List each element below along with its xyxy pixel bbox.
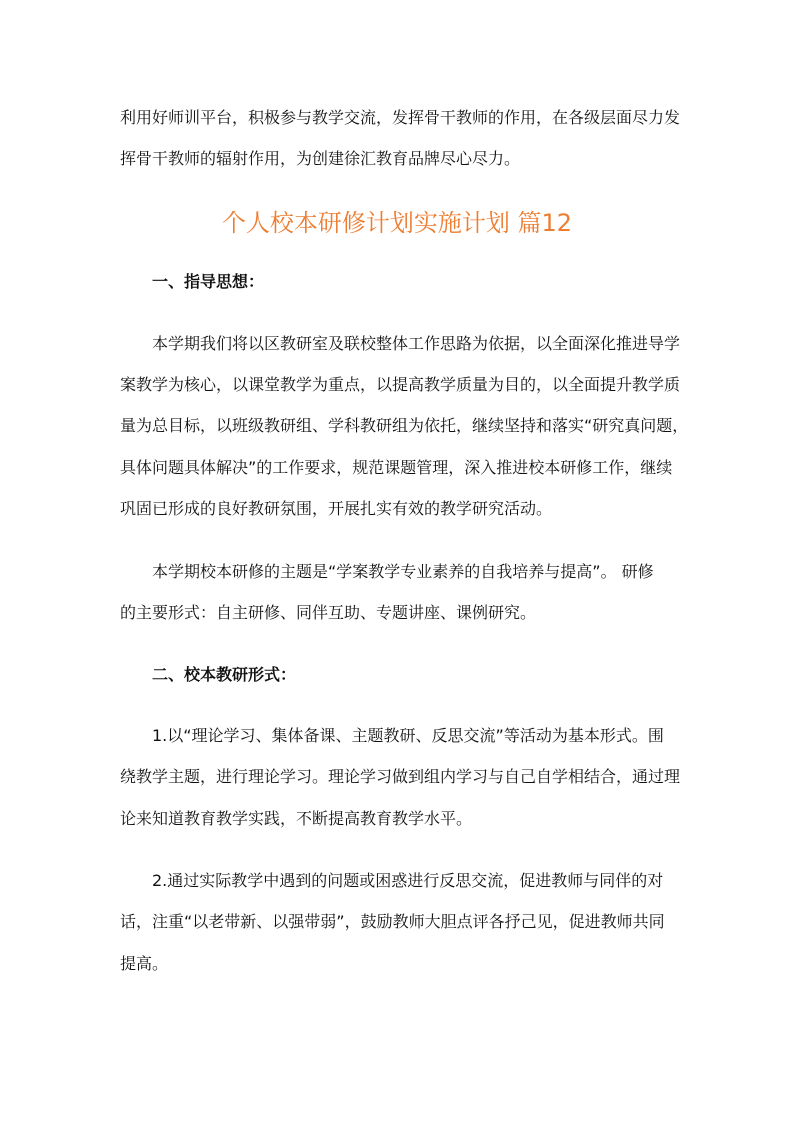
paragraph-line: 提高。 [120, 954, 169, 973]
paragraph-line: 1.以“理论学习、集体备课、主题教研、反思交流”等活动为基本形式。围 [152, 726, 664, 745]
paragraph-line: 案教学为核心，以课堂教学为重点，以提高教学质量为目的，以全面提升教学质 [120, 375, 681, 394]
heading-school-research-forms: 二、校本教研形式： [152, 665, 297, 684]
paragraph-line: 论来知道教育教学实践，不断提高教育教学水平。 [120, 809, 473, 828]
paragraph-line: 本学期校本研修的主题是“学案教学专业素养的自我培养与提高”。 研修 [152, 562, 654, 581]
intro-line-1: 利用好师训平台，积极参与教学交流，发挥骨干教师的作用，在各级层面尽力发 [120, 108, 681, 127]
heading-guiding-ideology: 一、指导思想： [152, 272, 265, 291]
paragraph-line: 绕教学主题，进行理论学习。理论学习做到组内学习与自己自学相结合，通过理 [120, 767, 681, 786]
paragraph-line: 话，注重“以老带新、以强带弱”，鼓励教师大胆点评各抒己见，促进教师共同 [120, 912, 665, 931]
intro-line-2: 挥骨干教师的辐射作用，为创建徐汇教育品牌尽心尽力。 [120, 149, 521, 168]
paragraph-line: 2.通过实际教学中遇到的问题或困惑进行反思交流，促进教师与同伴的对 [152, 871, 664, 890]
paragraph-line: 量为总目标，以班级教研组、学科教研组为依托，继续坚持和落实“研究真问题， [120, 416, 689, 435]
paragraph-line: 巩固已形成的良好教研氛围，开展扎实有效的教学研究活动。 [120, 499, 553, 518]
paragraph-line: 的主要形式：自主研修、同伴互助、专题讲座、课例研究。 [120, 603, 537, 622]
paragraph-line: 具体问题具体解决”的工作要求，规范课题管理，深入推进校本研修工作，继续 [120, 458, 673, 477]
section-title: 个人校本研修计划实施计划 篇12 [221, 209, 573, 237]
paragraph-line: 本学期我们将以区教研室及联校整体工作思路为依据，以全面深化推进导学 [152, 334, 681, 353]
